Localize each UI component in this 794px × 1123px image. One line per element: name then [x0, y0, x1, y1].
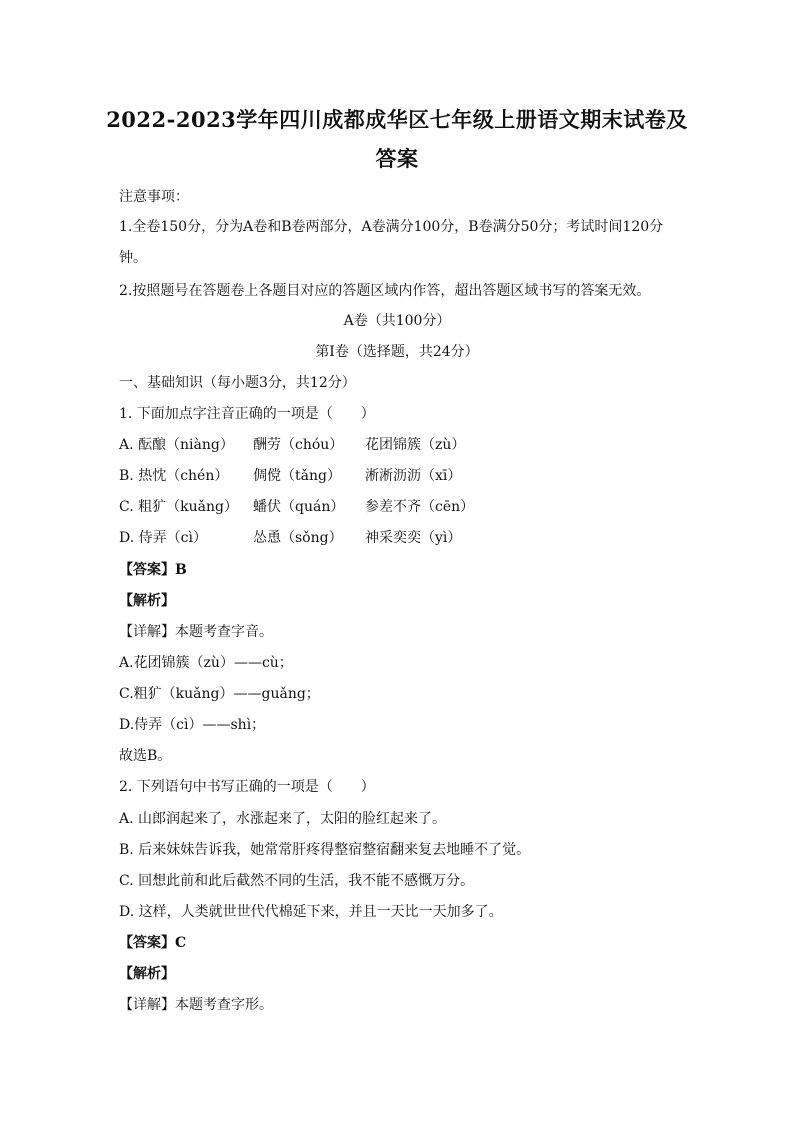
question-1-note-d: D.侍弄（cì）——shì； — [119, 717, 266, 733]
notice-item-2: 2.按照题号在答题卷上各题目对应的答题区域内作答，超出答题区域书写的答案无效。 — [119, 283, 651, 299]
question-2-analysis-label: 【解析】 — [119, 966, 175, 982]
question-2-detail: 【详解】本题考查字形。 — [119, 997, 273, 1013]
notice-heading: 注意事项： — [119, 189, 189, 205]
question-1-note-c: C.粗犷（kuǎng）——guǎng； — [119, 686, 320, 702]
notice-item-1-continued: 钟。 — [119, 250, 147, 266]
part-1-heading: 第Ⅰ卷（选择题，共24分） — [315, 344, 479, 360]
option-c-word-3: 参差不齐（cēn） — [365, 499, 475, 515]
question-2-option-c: C. 回想此前和此后截然不同的生活，我不能不感慨万分。 — [119, 873, 475, 889]
option-a-word-2: 酬劳（chóu） — [253, 437, 344, 453]
option-a-word-1: A. 酝酿（niàng） — [119, 437, 234, 453]
option-b-word-3: 淅淅沥沥（xī） — [365, 468, 462, 484]
question-1-option-c — [119, 496, 719, 518]
question-2-option-d: D. 这样，人类就世世代代棉延下来，并且一天比一天加多了。 — [119, 904, 503, 920]
option-b-word-2: 倜傥（tǎng） — [253, 468, 341, 484]
option-d-word-1: D. 侍弄（cì） — [119, 530, 207, 546]
question-1-detail: 【详解】本题考查字音。 — [119, 624, 273, 640]
question-1-option-a — [119, 434, 719, 456]
document-title-line-2: 答案 — [375, 146, 419, 171]
question-1-option-b — [119, 465, 719, 487]
option-c-word-2: 蟠伏（quán） — [253, 499, 345, 515]
section-1-heading: 一、基础知识（每小题3分，共12分） — [119, 375, 356, 391]
question-2-stem: 2. 下列语句中书写正确的一项是（ ） — [119, 779, 375, 795]
option-a-word-3: 花团锦簇（zù） — [365, 437, 466, 453]
option-c-word-1: C. 粗犷（kuǎng） — [119, 499, 238, 515]
question-2-option-b: B. 后来妹妹告诉我，她常常肝疼得整宿整宿翻来复去地睡不了觉。 — [119, 842, 531, 858]
question-2-answer: 【答案】C — [119, 935, 187, 951]
question-1-answer: 【答案】B — [119, 562, 187, 578]
question-1-note-a: A.花团锦簇（zù）——cù； — [119, 655, 293, 671]
question-1-analysis-label: 【解析】 — [119, 593, 175, 609]
option-b-word-1: B. 热忱（chén） — [119, 468, 229, 484]
notice-item-1: 1.全卷150分，分为A卷和B卷两部分，A卷满分100分，B卷满分50分；考试时间120分 — [119, 219, 664, 235]
volume-a-heading: A卷（共100分） — [343, 313, 451, 329]
question-1-conclusion: 故选B。 — [119, 748, 172, 764]
question-1-option-d — [119, 527, 719, 549]
option-d-word-2: 怂恿（sǒng） — [253, 530, 343, 546]
document-title-line-1: 2022-2023学年四川成都成华区七年级上册语文期末试卷及 — [106, 107, 688, 132]
question-1-stem: 1. 下面加点字注音正确的一项是（ ） — [119, 406, 375, 422]
question-2-option-a: A. 山郎润起来了，水涨起来了，太阳的脸红起来了。 — [119, 811, 447, 827]
option-d-word-3: 神采奕奕（yì） — [365, 530, 462, 546]
